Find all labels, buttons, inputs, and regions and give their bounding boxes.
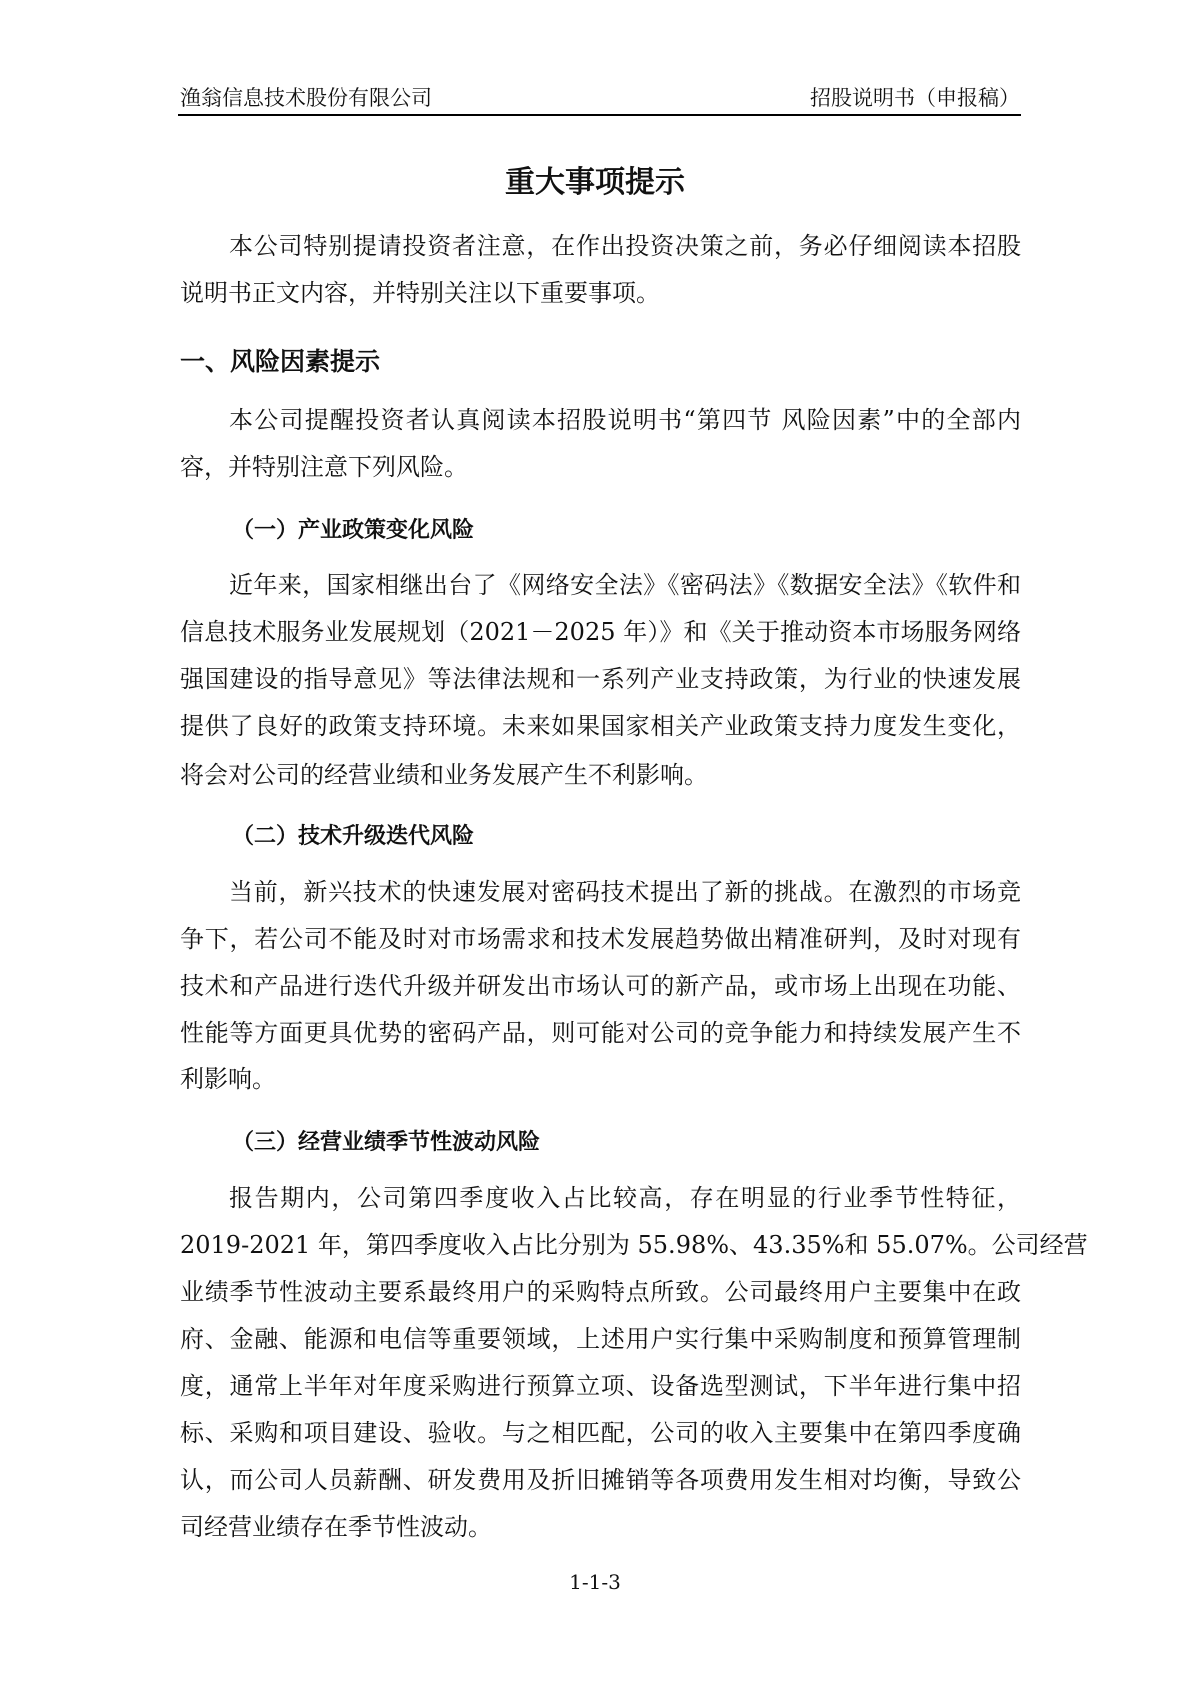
- risk-line: 利影响。: [180, 1065, 276, 1093]
- risk-line: 司经营业绩存在季节性波动。: [180, 1513, 492, 1541]
- header-company: 渔翁信息技术股份有限公司: [180, 86, 432, 110]
- risk-heading: （一）产业政策变化风险: [232, 518, 475, 543]
- header-doc-title: 招股说明书（申报稿）: [810, 86, 1020, 110]
- risk-line: 将会对公司的经营业绩和业务发展产生不利影响。: [180, 761, 708, 789]
- risk-line: 2019-2021 年，第四季度收入占比分别为 55.98%、43.35%和 55.07%。公司经营: [180, 1231, 1088, 1259]
- page-title: 重大事项提示: [505, 165, 685, 200]
- risk-heading: （三）经营业绩季节性波动风险: [232, 1130, 541, 1155]
- risk-line: 业绩季节性波动主要系最终用户的采购特点所致。公司最终用户主要集中在政: [180, 1278, 1021, 1306]
- risk-line: 标、采购和项目建设、验收。与之相匹配，公司的收入主要集中在第四季度确: [180, 1419, 1021, 1447]
- header-rule: [178, 114, 1021, 116]
- risk-line: 争下，若公司不能及时对市场需求和技术发展趋势做出精准研判，及时对现有: [180, 925, 1021, 953]
- risk-line: 信息技术服务业发展规划（2021－2025 年）》和《关于推动资本市场服务网络: [180, 618, 1021, 646]
- risk-line: 提供了良好的政策支持环境。未来如果国家相关产业政策支持力度发生变化，: [180, 712, 1021, 740]
- page-number: 1-1-3: [569, 1570, 621, 1594]
- intro-line: 本公司特别提请投资者注意，在作出投资决策之前，务必仔细阅读本招股: [229, 232, 1021, 260]
- section-intro-line: 容，并特别注意下列风险。: [180, 453, 468, 481]
- risk-line: 府、金融、能源和电信等重要领域，上述用户实行集中采购制度和预算管理制: [180, 1325, 1021, 1353]
- risk-line: 当前，新兴技术的快速发展对密码技术提出了新的挑战。在激烈的市场竞: [229, 878, 1021, 906]
- risk-line: 性能等方面更具优势的密码产品，则可能对公司的竞争能力和持续发展产生不: [180, 1019, 1021, 1047]
- section-heading: 一、风险因素提示: [180, 347, 381, 376]
- section-intro-line: 本公司提醒投资者认真阅读本招股说明书“第四节 风险因素”中的全部内: [229, 406, 1021, 434]
- risk-heading: （二）技术升级迭代风险: [232, 824, 475, 849]
- risk-line: 近年来，国家相继出台了《网络安全法》《密码法》《数据安全法》《软件和: [229, 571, 1021, 599]
- risk-line: 认，而公司人员薪酬、研发费用及折旧摊销等各项费用发生相对均衡，导致公: [180, 1466, 1021, 1494]
- risk-line: 技术和产品进行迭代升级并研发出市场认可的新产品，或市场上出现在功能、: [180, 972, 1021, 1000]
- intro-line: 说明书正文内容，并特别关注以下重要事项。: [180, 279, 660, 307]
- risk-line: 度，通常上半年对年度采购进行预算立项、设备选型测试，下半年进行集中招: [180, 1372, 1021, 1400]
- risk-line: 报告期内，公司第四季度收入占比较高，存在明显的行业季节性特征，: [229, 1184, 1021, 1212]
- risk-line: 强国建设的指导意见》等法律法规和一系列产业支持政策，为行业的快速发展: [180, 665, 1021, 693]
